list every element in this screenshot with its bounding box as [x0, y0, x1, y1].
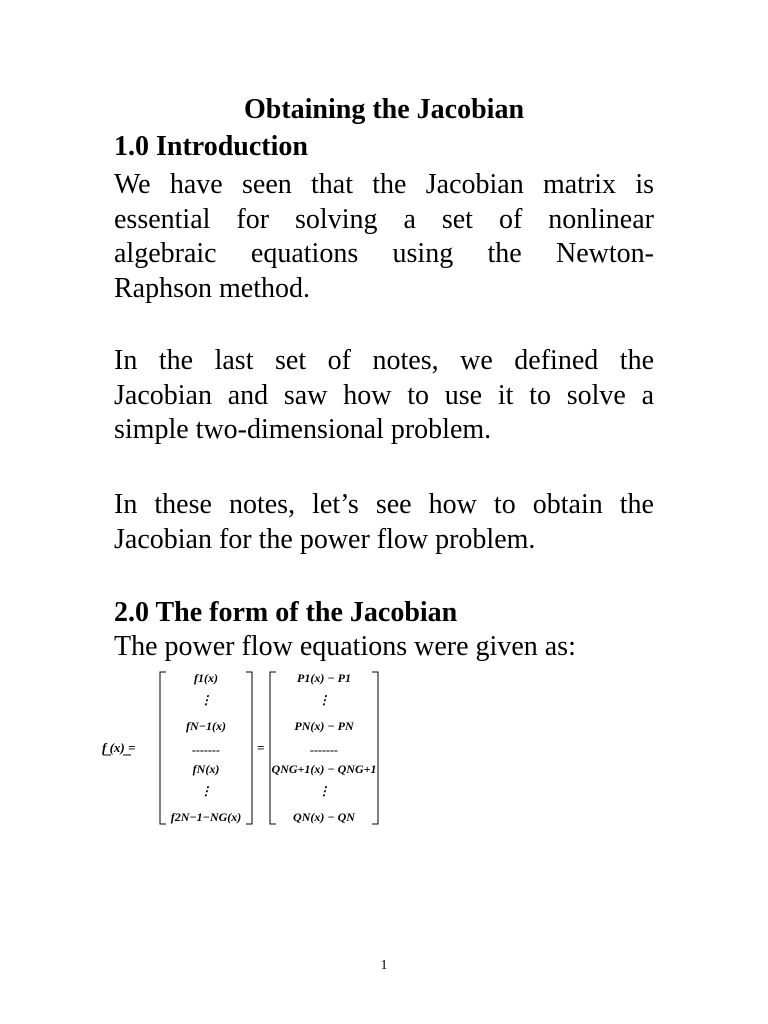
- section-heading-introduction: 1.0 Introduction: [114, 131, 308, 162]
- text-line: algebraic equations using the Newton-: [114, 238, 654, 269]
- text-line: Jacobian for the power flow problem.: [114, 523, 536, 555]
- text-line: simple two-dimensional problem.: [114, 414, 492, 445]
- matrix-entry: ⋮: [200, 784, 212, 798]
- equals-sign: =: [257, 740, 265, 755]
- matrix-entry: ⋮: [318, 784, 330, 798]
- matrix-entry: P1(x) − P1: [297, 671, 351, 685]
- section-heading-jacobian-form: 2.0 The form of the Jacobian: [114, 597, 458, 628]
- paragraph-intro-3: [114, 488, 654, 557]
- matrix-entry: PN(x) − PN: [294, 719, 354, 733]
- power-flow-equation: [100, 664, 400, 834]
- left-bracket-close: [246, 672, 252, 824]
- matrix-entry: -------: [192, 743, 220, 757]
- text-line: Jacobian and saw how to use it to solve a: [114, 379, 654, 411]
- matrix-entry: fN−1(x): [186, 719, 226, 733]
- text-line: In the last set of notes, we defined the: [114, 345, 654, 376]
- text-line: We have seen that the Jacobian matrix is: [114, 169, 654, 200]
- matrix-entry: ⋮: [200, 693, 212, 707]
- matrix-entry: f1(x): [194, 671, 218, 685]
- matrix-entry: QNG+1(x) − QNG+1: [271, 762, 377, 776]
- matrix-entry: -------: [310, 743, 338, 757]
- right-bracket-close: [372, 672, 378, 824]
- text-line: In these notes, let’s see how to obtain the: [114, 489, 654, 520]
- paragraph-intro-2: [114, 344, 654, 448]
- left-bracket-open: [160, 672, 166, 824]
- equation-intro-text: The power flow equations were given as:: [114, 631, 576, 662]
- paragraph-intro-1: [114, 168, 654, 306]
- text-line: essential for solving a set of nonlinear: [114, 203, 654, 235]
- left-vector-entries: [171, 671, 242, 824]
- right-vector-entries: [272, 671, 377, 824]
- right-bracket-open: [270, 672, 276, 824]
- matrix-entry: QN(x) − QN: [293, 810, 355, 824]
- matrix-entry: f2N−1−NG(x): [170, 810, 242, 824]
- matrix-entry: fN(x): [192, 762, 220, 776]
- text-line: Raphson method.: [114, 272, 310, 304]
- page-number: 1: [380, 958, 388, 973]
- equation-lhs: f (x) =: [102, 740, 136, 755]
- document-title: Obtaining the Jacobian: [243, 94, 525, 125]
- matrix-entry: ⋮: [318, 693, 330, 707]
